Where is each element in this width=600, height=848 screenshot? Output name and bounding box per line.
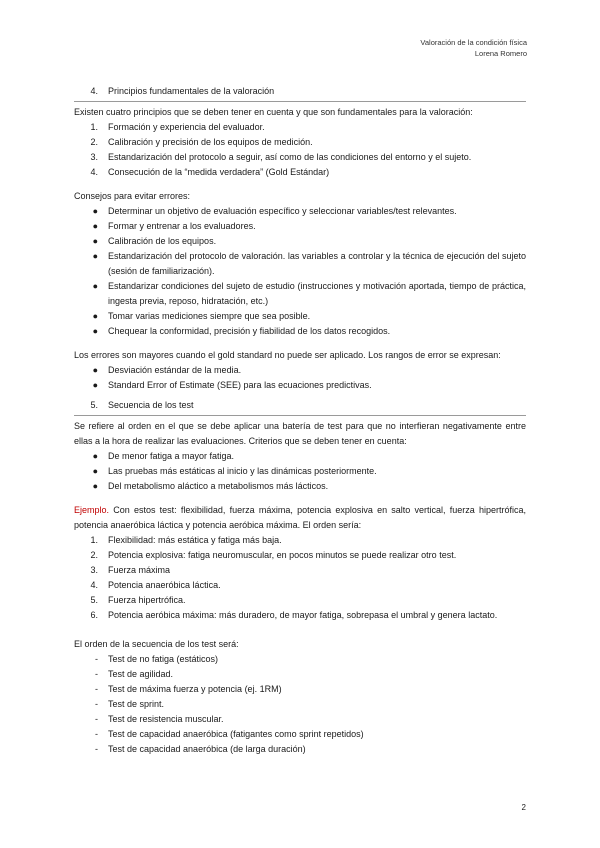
principle-item: [74, 150, 526, 165]
sequence-list: [74, 652, 526, 757]
tip-item: [74, 279, 526, 309]
list-marker: 4.: [90, 167, 98, 177]
criteria-item: [74, 449, 526, 464]
list-item-text: Formación y experiencia del evaluador.: [108, 122, 265, 132]
sequence-item: [74, 727, 526, 742]
example-order-list: [74, 533, 526, 623]
list-marker: 4.: [90, 580, 98, 590]
principle-item: [74, 165, 526, 180]
list-marker: ●: [92, 481, 98, 491]
list-marker: -: [95, 684, 98, 694]
example-item: [74, 563, 526, 578]
criteria-list: [74, 449, 526, 494]
list-item-text: Potencia anaeróbica láctica.: [108, 580, 221, 590]
example-item: [74, 548, 526, 563]
tips-title: Consejos para evitar errores:: [74, 191, 191, 201]
list-marker: -: [95, 669, 98, 679]
principle-item: [74, 120, 526, 135]
errors-list: [74, 363, 526, 393]
sequence-item: [74, 667, 526, 682]
section-5-title: Secuencia de los test: [108, 400, 194, 410]
tip-item: [74, 249, 526, 279]
list-item-text: Potencia explosiva: fatiga neuromuscular, en pocos minutos se puede realizar otro test.: [108, 550, 457, 560]
list-item-text: Test de resistencia muscular.: [108, 714, 224, 724]
section-4-intro: Existen cuatro principios que se deben tener en cuenta y que son fundamentales para la valoración:: [74, 107, 473, 117]
list-item-text: Test de sprint.: [108, 699, 165, 709]
list-item-text: Test de agilidad.: [108, 669, 174, 679]
tip-item: [74, 324, 526, 339]
list-marker: -: [95, 699, 98, 709]
list-marker: 1.: [90, 122, 98, 132]
header-author: Lorena Romero: [474, 49, 527, 58]
list-marker: ●: [92, 451, 98, 461]
list-marker: -: [95, 714, 98, 724]
list-item-text: Del metabolismo aláctico a metabolismos más lácticos.: [108, 481, 329, 491]
list-marker: ●: [92, 380, 98, 390]
sequence-item: [74, 712, 526, 727]
list-item-text: Estandarizar condiciones del sujeto de estudio (instrucciones y motivación aportada, tiempo de práctica, ingesta previa, reposo, hidratación, etc.): [108, 281, 526, 306]
list-item-text: Estandarización del protocolo a seguir, así como de las condiciones del entorno y el sujeto.: [108, 152, 472, 162]
list-marker: ●: [92, 206, 98, 216]
list-item-text: Estandarización del protocolo de valoración. las variables a controlar y la técnica de ejecución del sujeto (sesión de familiarización).: [108, 251, 526, 276]
example-item: [74, 593, 526, 608]
example-item: [74, 533, 526, 548]
list-item-text: Formar y entrenar a los evaluadores.: [108, 221, 256, 231]
section-4-title: Principios fundamentales de la valoración: [108, 86, 275, 96]
list-marker: 2.: [90, 137, 98, 147]
example-item: [74, 608, 526, 623]
list-item-text: Fuerza máxima: [108, 565, 171, 575]
principles-list: [74, 120, 526, 180]
principle-item: [74, 135, 526, 150]
list-marker: 1.: [90, 535, 98, 545]
criteria-item: [74, 479, 526, 494]
list-marker: -: [95, 744, 98, 754]
tip-item: [74, 219, 526, 234]
list-item-text: Potencia aeróbica máxima: más duradero, de mayor fatiga, sobrepasa el umbral y genera lactato.: [108, 610, 498, 620]
list-marker: 3.: [90, 152, 98, 162]
list-item-text: Test de no fatiga (estáticos): [108, 654, 219, 664]
list-marker: 5.: [90, 595, 98, 605]
error-item: [74, 363, 526, 378]
tip-item: [74, 234, 526, 249]
page-number: 2: [521, 803, 526, 812]
example-paragraph: [74, 503, 526, 533]
tip-item: [74, 309, 526, 324]
list-item-text: Determinar un objetivo de evaluación específico y seleccionar variables/test relevantes.: [108, 206, 457, 216]
list-item-text: De menor fatiga a mayor fatiga.: [108, 451, 235, 461]
list-item-text: Tomar varias mediciones siempre que sea posible.: [108, 311, 311, 321]
section-4-heading: [74, 84, 526, 102]
errors-text: Los errores son mayores cuando el gold standard no puede ser aplicado. Los rangos de error se expresan:: [74, 350, 501, 360]
list-marker: -: [95, 654, 98, 664]
list-item-text: Standard Error of Estimate (SEE) para las ecuaciones predictivas.: [108, 380, 372, 390]
page-header: [420, 37, 527, 59]
tip-item: [74, 204, 526, 219]
list-marker: -: [95, 729, 98, 739]
sequence-item: [74, 697, 526, 712]
sequence-title: El orden de la secuencia de los test será:: [74, 639, 239, 649]
list-marker: ●: [92, 365, 98, 375]
list-marker: ●: [92, 221, 98, 231]
criteria-item: [74, 464, 526, 479]
section-4-number: 4.: [90, 86, 98, 96]
section-5-heading: [74, 398, 526, 416]
sequence-item: [74, 652, 526, 667]
list-marker: ●: [92, 236, 98, 246]
list-marker: 2.: [90, 550, 98, 560]
header-title: Valoración de la condición física: [420, 38, 527, 47]
section-5-intro: Se refiere al orden en el que se debe aplicar una batería de test para que no interfieran negativamente entre ellas a la hora de realizar las evaluaciones. Criterios que se deben tener en cuenta:: [74, 421, 526, 446]
list-marker: ●: [92, 311, 98, 321]
list-item-text: Fuerza hipertrófica.: [108, 595, 186, 605]
list-item-text: Test de capacidad anaeróbica (fatigantes como sprint repetidos): [108, 729, 364, 739]
list-item-text: Test de capacidad anaeróbica (de larga duración): [108, 744, 306, 754]
section-5-number: 5.: [90, 400, 98, 410]
list-marker: ●: [92, 281, 98, 291]
list-item-text: Consecución de la “medida verdadera” (Gold Estándar): [108, 167, 330, 177]
list-item-text: Calibración de los equipos.: [108, 236, 217, 246]
example-label: Ejemplo.: [74, 505, 110, 515]
tips-list: [74, 204, 526, 339]
list-item-text: Desviación estándar de la media.: [108, 365, 242, 375]
list-item-text: Chequear la conformidad, precisión y fiabilidad de los datos recogidos.: [108, 326, 391, 336]
sequence-item: [74, 682, 526, 697]
example-item: [74, 578, 526, 593]
list-marker: 6.: [90, 610, 98, 620]
list-marker: ●: [92, 466, 98, 476]
list-marker: 3.: [90, 565, 98, 575]
error-item: [74, 378, 526, 393]
list-item-text: Flexibilidad: más estática y fatiga más baja.: [108, 535, 282, 545]
list-item-text: Test de máxima fuerza y potencia (ej. 1RM): [108, 684, 282, 694]
list-marker: ●: [92, 251, 98, 261]
list-marker: ●: [92, 326, 98, 336]
list-item-text: Las pruebas más estáticas al inicio y las dinámicas posteriormente.: [108, 466, 377, 476]
sequence-item: [74, 742, 526, 757]
list-item-text: Calibración y precisión de los equipos de medición.: [108, 137, 313, 147]
page-content: [74, 84, 526, 757]
example-text: Con estos test: flexibilidad, fuerza máxima, potencia explosiva en salto vertical, fuerza hipertrófica, potencia anaeróbica láctica y potencia aeróbica máxima. El orden sería:: [74, 505, 526, 530]
